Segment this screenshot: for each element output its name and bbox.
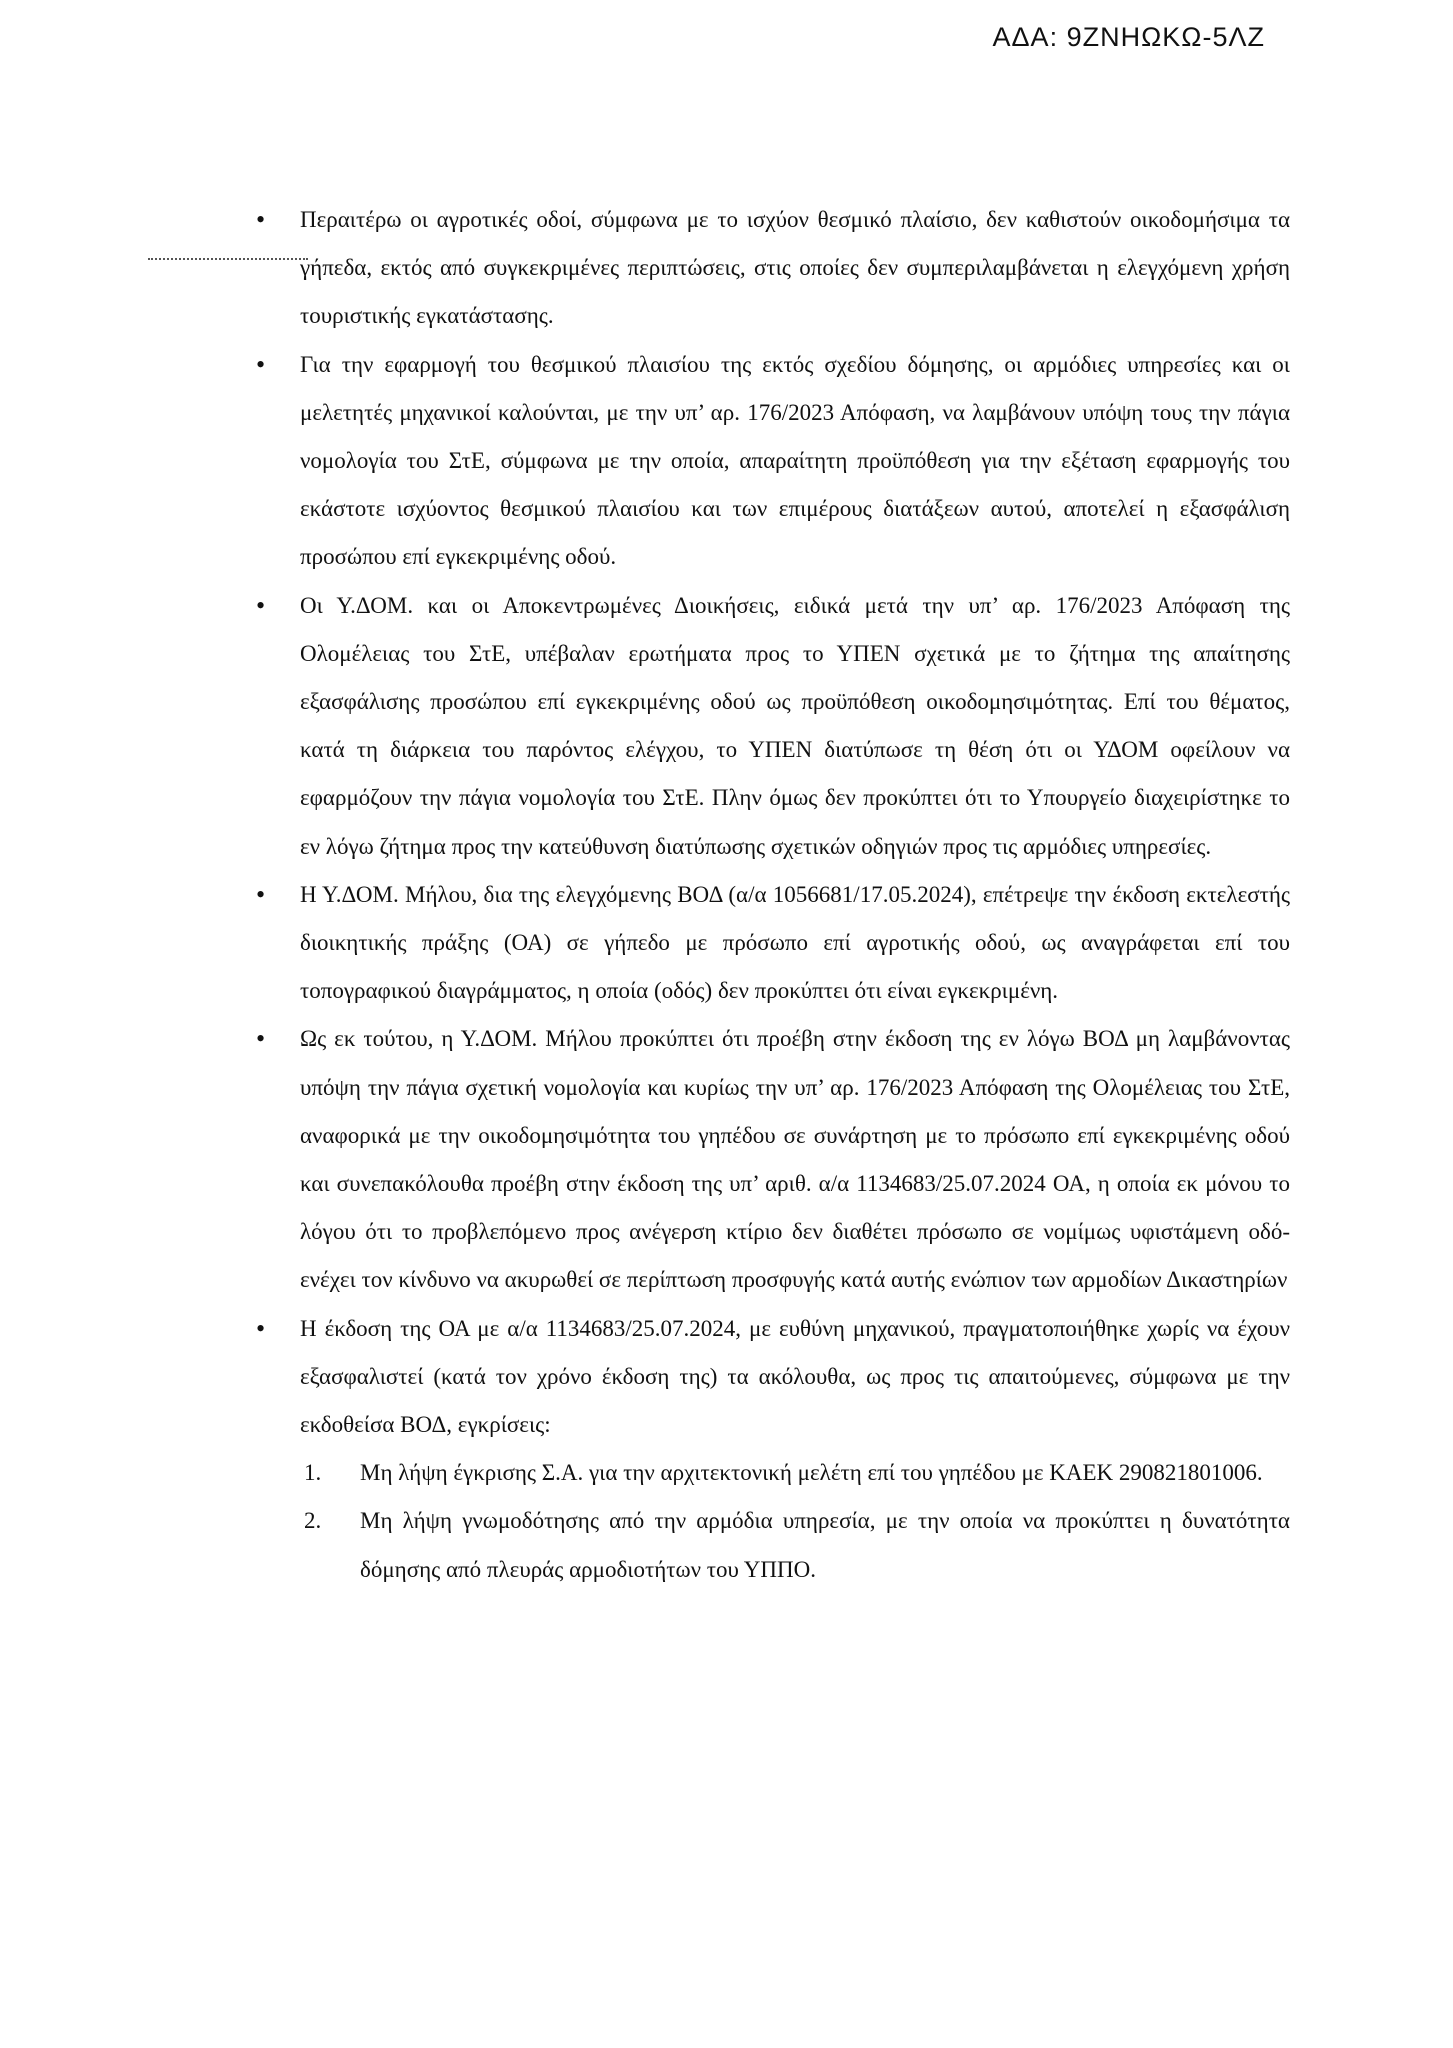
bullet-item-4: • Η Υ.ΔΟΜ. Μήλου, δια της ελεγχόμενης ΒΟΔ (α/α 1056681/17.05.2024), επέτρεψε την έκδοση εκτελεστής διοικητικής πράξης (ΟΑ) σε γήπεδο με πρόσωπο επί αγροτικής οδού, ως αναγράφεται επί του τοπογραφικού διαγράμματος, η οποία (οδός) δεν προκύπτει ότι είναι εγκεκριμένη. — [300, 871, 1290, 1016]
bullet-list — [300, 196, 1290, 1594]
numbered-list — [300, 1449, 1290, 1594]
numbered-item-1-number: 1. — [304, 1460, 322, 1486]
bullet-item-6-text: • Η έκδοση της ΟΑ με α/α 1134683/25.07.2024, με ευθύνη μηχανικού, πραγματοποιήθηκε χωρίς να έχουν εξασφαλιστεί (κατά τον χρόνο έκδοση της) τα ακόλουθα, ως προς τις απαιτούμενες, σύμφωνα με την εκδοθείσα ΒΟΔ, εγκρίσεις: — [300, 1315, 1290, 1438]
bullet-item-2: • Για την εφαρμογή του θεσμικού πλαισίου της εκτός σχεδίου δόμησης, οι αρμόδιες υπηρεσίες και οι μελετητές μηχανικοί καλούνται, με την υπ’ αρ. 176/2023 Απόφαση, να λαμβάνουν υπόψη τους την πάγια νομολογία του ΣτΕ, σύμφωνα με την οποία, απαραίτητη προϋπόθεση για την εξέταση εφαρμογής του εκάστοτε ισχύοντος θεσμικού πλαισίου και των επιμέρους διατάξεων αυτού, αποτελεί η εξασφάλιση προσώπου επί εγκεκριμένης οδού. — [300, 341, 1290, 582]
numbered-item-1 — [300, 1449, 1290, 1497]
numbered-item-2-number: 2. — [304, 1508, 322, 1534]
bullet-item-1: • Περαιτέρω οι αγροτικές οδοί, σύμφωνα με το ισχύον θεσμικό πλαίσιο, δεν καθιστούν οικοδομήσιμα τα γήπεδα, εκτός από συγκεκριμένες περιπτώσεις, στις οποίες δεν συμπεριλαμβάνεται η ελεγχόμενη χρήση τουριστικής εγκατάστασης. — [300, 196, 1290, 341]
bullet-item-3: • Οι Υ.ΔΟΜ. και οι Αποκεντρωμένες Διοικήσεις, ειδικά μετά την υπ’ αρ. 176/2023 Απόφαση της Ολομέλειας του ΣτΕ, υπέβαλαν ερωτήματα προς το ΥΠΕΝ σχετικά με το ζήτημα της απαίτησης εξασφάλισης προσώπου επί εγκεκριμένης οδού ως προϋπόθεση οικοδομησιμότητας. Επί του θέματος, κατά τη διάρκεια του παρόντος ελέγχου, το ΥΠΕΝ διατύπωσε τη θέση ότι οι ΥΔΟΜ οφείλουν να εφαρμόζουν την πάγια νομολογία του ΣτΕ. Πλην όμως δεν προκύπτει ότι το Υπουργείο διαχειρίστηκε το εν λόγω ζήτημα προς την κατεύθυνση διατύπωσης σχετικών οδηγιών προς τις αρμόδιες υπηρεσίες. — [300, 582, 1290, 871]
bullet-item-6 — [300, 1305, 1290, 1594]
numbered-item-2 — [300, 1497, 1290, 1593]
numbered-item-2-text: Μη λήψη γνωμοδότησης από την αρμόδια υπηρεσία, με την οποία να προκύπτει η δυνατότητα δόμησης από πλευράς αρμοδιοτήτων του ΥΠΠΟ. — [360, 1508, 1290, 1582]
document-body — [300, 196, 1290, 1594]
bullet-item-5: • Ως εκ τούτου, η Υ.ΔΟΜ. Μήλου προκύπτει ότι προέβη στην έκδοση της εν λόγω ΒΟΔ μη λαμβάνοντας υπόψη την πάγια σχετική νομολογία και κυρίως την υπ’ αρ. 176/2023 Απόφαση της Ολομέλειας του ΣτΕ, αναφορικά με την οικοδομησιμότητα του γηπέδου σε συνάρτηση με το πρόσωπο επί εγκεκριμένης οδού και συνεπακόλουθα προέβη στην έκδοση της υπ’ αριθ. α/α 1134683/25.07.2024 ΟΑ, η οποία εκ μόνου το λόγου ότι το προβλεπόμενο προς ανέγερση κτίριο δεν διαθέτει πρόσωπο σε νομίμως υφιστάμενη οδό- ενέχει τον κίνδυνο να ακυρωθεί σε περίπτωση προσφυγής κατά αυτής ενώπιον των αρμοδίων Δικαστηρίων — [300, 1015, 1290, 1304]
scan-artifact-mark — [148, 258, 308, 260]
ada-code: ΑΔΑ: 9ΖΝΗΩΚΩ-5ΛΖ — [992, 22, 1265, 52]
numbered-item-1-text: Μη λήψη έγκρισης Σ.Α. για την αρχιτεκτονική μελέτη επί του γηπέδου με ΚΑΕΚ 290821801006. — [360, 1460, 1263, 1486]
